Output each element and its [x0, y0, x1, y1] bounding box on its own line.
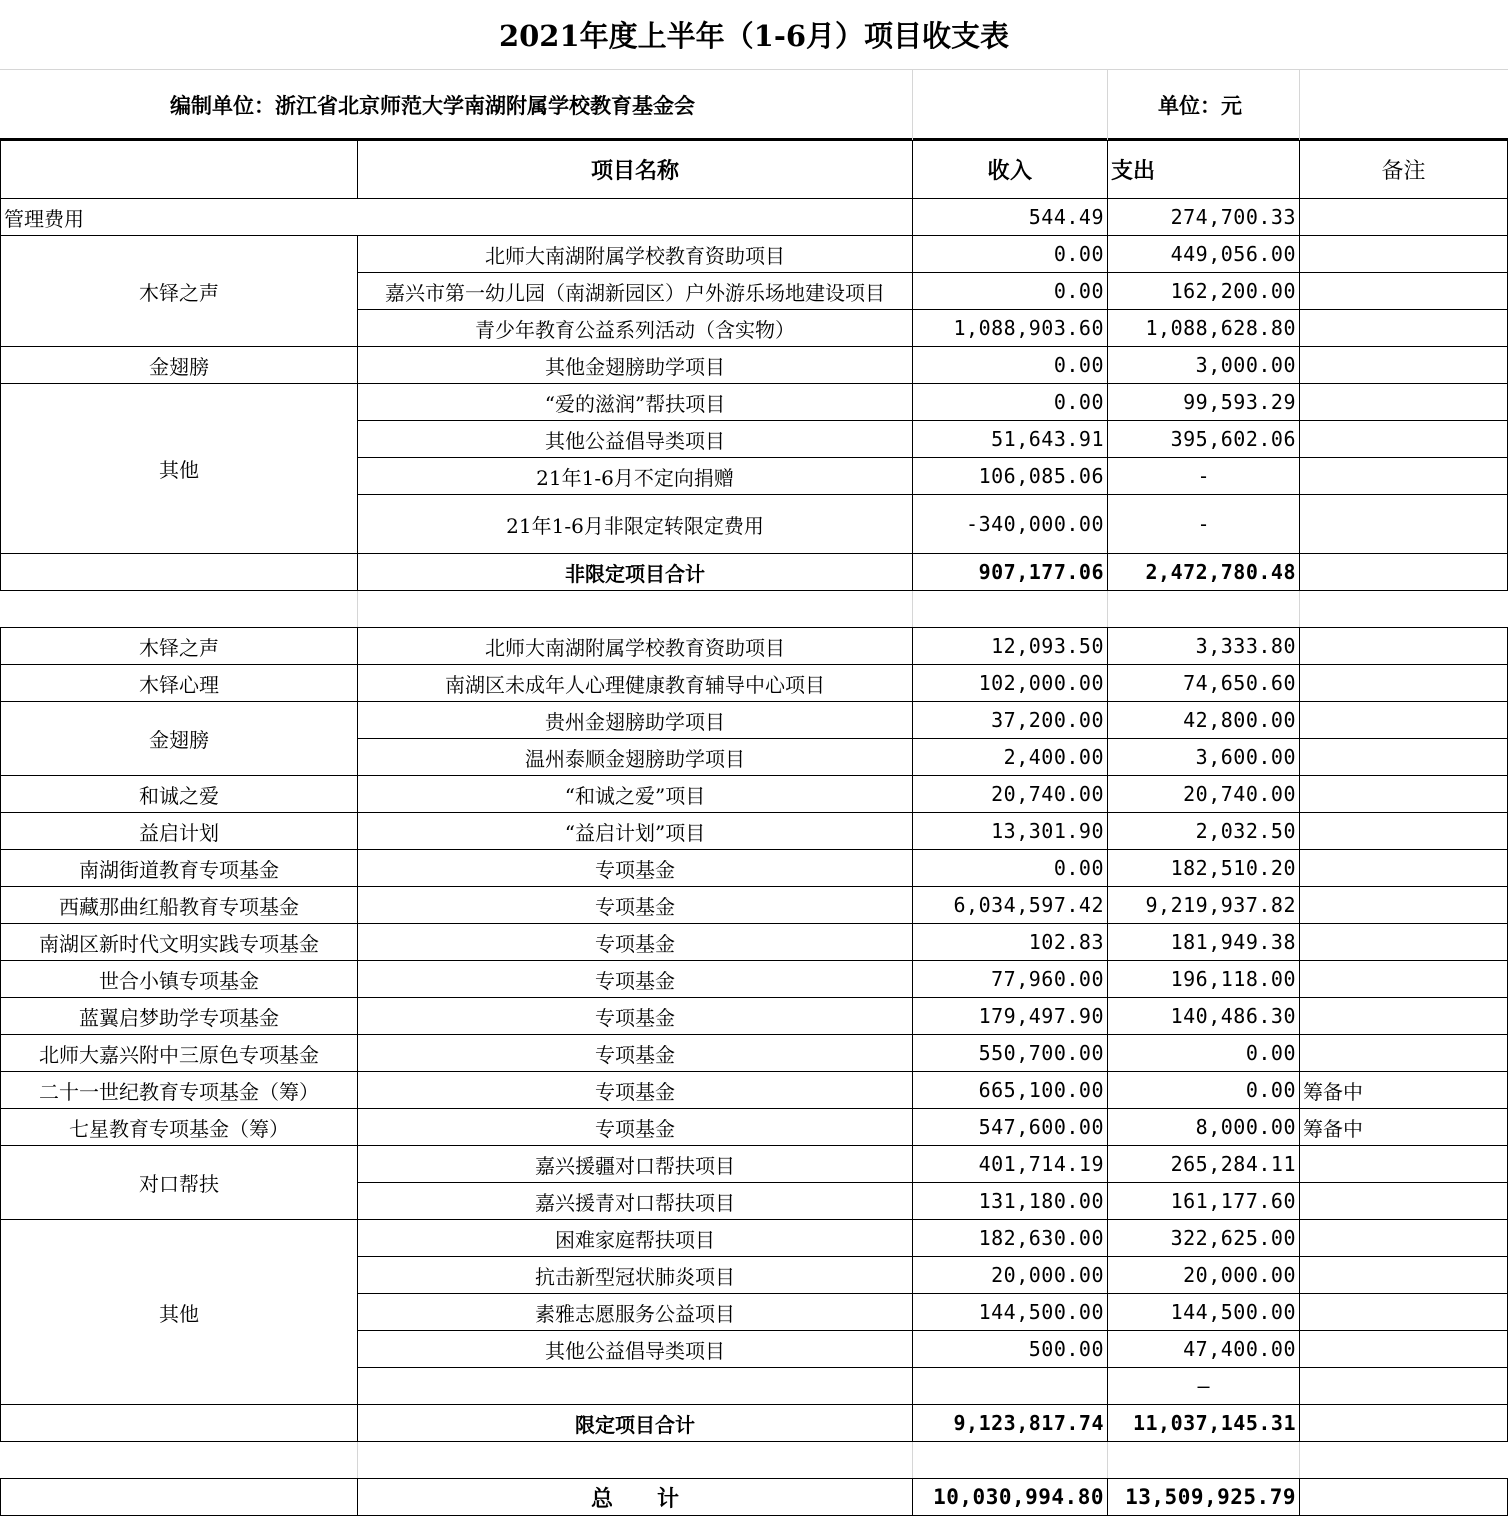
category-cell: 蓝翼启梦助学专项基金: [1, 998, 358, 1035]
subtotal-row: [1, 1405, 1508, 1442]
header-name: 项目名称: [358, 141, 913, 199]
item-name: 困难家庭帮扶项目: [358, 1220, 913, 1257]
item-income: 6,034,597.42: [913, 887, 1108, 924]
table-row: [1, 924, 1508, 961]
total-category: [1, 1479, 358, 1516]
item-expense: 395,602.06: [1108, 421, 1300, 458]
item-income: 13,301.90: [913, 813, 1108, 850]
item-name: 贵州金翅膀助学项目: [358, 702, 913, 739]
item-name: 专项基金: [358, 961, 913, 998]
item-expense: 2,032.50: [1108, 813, 1300, 850]
category-cell: 木铎心理: [1, 665, 358, 702]
item-name: 抗击新型冠状肺炎项目: [358, 1257, 913, 1294]
item-income: 77,960.00: [913, 961, 1108, 998]
remark-cell: [1300, 628, 1508, 665]
table-row: [1, 998, 1508, 1035]
category-cell: 世合小镇专项基金: [1, 961, 358, 998]
table-row: [1, 347, 1508, 384]
management-expense: 274,700.33: [1108, 199, 1300, 236]
item-income: 102.83: [913, 924, 1108, 961]
subtotal-category: [1, 1405, 358, 1442]
remark-cell: [1300, 554, 1508, 591]
item-income: 20,740.00: [913, 776, 1108, 813]
item-income: 665,100.00: [913, 1072, 1108, 1109]
org-label: 编制单位：浙江省北京师范大学南湖附属学校教育基金会: [170, 93, 695, 118]
remark-cell: [1300, 739, 1508, 776]
remark-cell: [1300, 1035, 1508, 1072]
item-income: 1,088,903.60: [913, 310, 1108, 347]
item-expense: 42,800.00: [1108, 702, 1300, 739]
item-expense: 265,284.11: [1108, 1146, 1300, 1183]
item-name: 专项基金: [358, 887, 913, 924]
item-expense: 449,056.00: [1108, 236, 1300, 273]
item-income: 0.00: [913, 273, 1108, 310]
total-expense: 13,509,925.79: [1108, 1479, 1300, 1516]
remark-cell: [1300, 1294, 1508, 1331]
remark-cell: [1300, 850, 1508, 887]
item-income: 0.00: [913, 236, 1108, 273]
item-income: 102,000.00: [913, 665, 1108, 702]
table-row: [1, 236, 1508, 273]
header-remark: 备注: [1300, 141, 1508, 199]
remark-cell: [1300, 1405, 1508, 1442]
header-income: 收入: [913, 141, 1108, 199]
item-income: 0.00: [913, 850, 1108, 887]
category-cell: 木铎之声: [1, 236, 358, 347]
item-income: 182,630.00: [913, 1220, 1108, 1257]
item-name: 专项基金: [358, 850, 913, 887]
table-row: [1, 961, 1508, 998]
item-income: 0.00: [913, 384, 1108, 421]
item-income: -340,000.00: [913, 495, 1108, 554]
category-cell: 二十一世纪教育专项基金（筹）: [1, 1072, 358, 1109]
grand-total-row: [1, 1479, 1508, 1516]
remark-cell: [1300, 1183, 1508, 1220]
report-title: 2021年度上半年（1-6月）项目收支表: [0, 0, 1508, 70]
remark-cell: [1300, 199, 1508, 236]
item-name: “爱的滋润”帮扶项目: [358, 384, 913, 421]
item-expense: 182,510.20: [1108, 850, 1300, 887]
item-expense: 162,200.00: [1108, 273, 1300, 310]
item-expense: 1,088,628.80: [1108, 310, 1300, 347]
remark-cell: [1300, 421, 1508, 458]
item-name: 其他金翅膀助学项目: [358, 347, 913, 384]
spacer-row: [1, 1442, 1508, 1479]
item-expense: 20,740.00: [1108, 776, 1300, 813]
item-income: 550,700.00: [913, 1035, 1108, 1072]
item-income: 20,000.00: [913, 1257, 1108, 1294]
item-income: 2,400.00: [913, 739, 1108, 776]
item-name: 嘉兴市第一幼儿园（南湖新园区）户外游乐场地建设项目: [358, 273, 913, 310]
info-bar: [0, 70, 1508, 140]
category-cell: 南湖街道教育专项基金: [1, 850, 358, 887]
item-expense: -: [1108, 458, 1300, 495]
header-row: [1, 141, 1508, 199]
item-name: [358, 1368, 913, 1405]
item-income: 37,200.00: [913, 702, 1108, 739]
item-name: 其他公益倡导类项目: [358, 1331, 913, 1368]
table-row: [1, 1072, 1508, 1109]
item-expense: 196,118.00: [1108, 961, 1300, 998]
subtotal-expense: 11,037,145.31: [1108, 1405, 1300, 1442]
item-expense: 9,219,937.82: [1108, 887, 1300, 924]
item-name: 专项基金: [358, 1072, 913, 1109]
category-cell: 和诚之爱: [1, 776, 358, 813]
remark-cell: [1300, 776, 1508, 813]
category-cell: 西藏那曲红船教育专项基金: [1, 887, 358, 924]
item-expense: —: [1108, 1368, 1300, 1405]
remark-cell: [1300, 347, 1508, 384]
item-name: 专项基金: [358, 1109, 913, 1146]
remark-cell: [1300, 887, 1508, 924]
remark-cell: [1300, 495, 1508, 554]
item-income: 106,085.06: [913, 458, 1108, 495]
item-expense: 20,000.00: [1108, 1257, 1300, 1294]
table-row: [1, 1109, 1508, 1146]
table-row: [1, 199, 1508, 236]
subtotal-row: [1, 554, 1508, 591]
remark-cell: [1300, 236, 1508, 273]
category-cell: 益启计划: [1, 813, 358, 850]
remark-cell: [1300, 702, 1508, 739]
management-name: 管理费用: [1, 199, 913, 236]
item-name: “和诚之爱”项目: [358, 776, 913, 813]
item-name: 其他公益倡导类项目: [358, 421, 913, 458]
item-name: 嘉兴援疆对口帮扶项目: [358, 1146, 913, 1183]
item-expense: 140,486.30: [1108, 998, 1300, 1035]
item-expense: 74,650.60: [1108, 665, 1300, 702]
remark-cell: [1300, 998, 1508, 1035]
subtotal-name: 限定项目合计: [358, 1405, 913, 1442]
header-category: [1, 141, 358, 199]
item-income: 547,600.00: [913, 1109, 1108, 1146]
remark-cell: [1300, 384, 1508, 421]
item-income: 0.00: [913, 347, 1108, 384]
item-expense: 99,593.29: [1108, 384, 1300, 421]
item-expense: 3,600.00: [1108, 739, 1300, 776]
category-cell: 南湖区新时代文明实践专项基金: [1, 924, 358, 961]
table-row: [1, 776, 1508, 813]
remark-cell: [1300, 1146, 1508, 1183]
item-income: 401,714.19: [913, 1146, 1108, 1183]
subtotal-category: [1, 554, 358, 591]
table-row: [1, 665, 1508, 702]
remark-cell: [1300, 813, 1508, 850]
remark-cell: [1300, 961, 1508, 998]
item-name: 北师大南湖附属学校教育资助项目: [358, 628, 913, 665]
grid-line: [912, 70, 913, 140]
item-name: “益启计划”项目: [358, 813, 913, 850]
item-name: 南湖区未成年人心理健康教育辅导中心项目: [358, 665, 913, 702]
item-expense: 3,000.00: [1108, 347, 1300, 384]
table-row: [1, 702, 1508, 739]
remark-cell: [1300, 1257, 1508, 1294]
remark-cell: [1300, 1331, 1508, 1368]
item-expense: 322,625.00: [1108, 1220, 1300, 1257]
item-income: 12,093.50: [913, 628, 1108, 665]
header-expense: 支出: [1108, 141, 1300, 199]
item-income: 131,180.00: [913, 1183, 1108, 1220]
unit-label: 单位：元: [1158, 93, 1242, 118]
item-income: 144,500.00: [913, 1294, 1108, 1331]
remark-cell: [1300, 1368, 1508, 1405]
table-row: [1, 850, 1508, 887]
total-income: 10,030,994.80: [913, 1479, 1108, 1516]
item-name: 温州泰顺金翅膀助学项目: [358, 739, 913, 776]
spacer-row: [1, 591, 1508, 628]
item-name: 青少年教育公益系列活动（含实物）: [358, 310, 913, 347]
remark-cell: [1300, 665, 1508, 702]
remark-cell: [1300, 273, 1508, 310]
item-expense: 8,000.00: [1108, 1109, 1300, 1146]
table-row: [1, 813, 1508, 850]
category-cell: 金翅膀: [1, 702, 358, 776]
table-row: [1, 1220, 1508, 1257]
item-name: 21年1-6月不定向捐赠: [358, 458, 913, 495]
item-expense: 161,177.60: [1108, 1183, 1300, 1220]
table-row: [1, 887, 1508, 924]
item-expense: 144,500.00: [1108, 1294, 1300, 1331]
remark-cell: 筹备中: [1300, 1109, 1508, 1146]
remark-cell: [1300, 458, 1508, 495]
item-name: 北师大南湖附属学校教育资助项目: [358, 236, 913, 273]
ledger-table: [0, 140, 1508, 1516]
item-expense: 47,400.00: [1108, 1331, 1300, 1368]
total-name: 总 计: [358, 1479, 913, 1516]
category-cell: 其他: [1, 384, 358, 554]
category-cell: 木铎之声: [1, 628, 358, 665]
grid-line: [1299, 70, 1300, 140]
item-income: 179,497.90: [913, 998, 1108, 1035]
item-expense: 0.00: [1108, 1072, 1300, 1109]
item-name: 专项基金: [358, 1035, 913, 1072]
item-income: 500.00: [913, 1331, 1108, 1368]
table-row: [1, 384, 1508, 421]
remark-cell: [1300, 924, 1508, 961]
item-name: 专项基金: [358, 924, 913, 961]
subtotal-income: 907,177.06: [913, 554, 1108, 591]
category-cell: 其他: [1, 1220, 358, 1405]
remark-cell: [1300, 310, 1508, 347]
subtotal-name: 非限定项目合计: [358, 554, 913, 591]
item-expense: 181,949.38: [1108, 924, 1300, 961]
item-income: [913, 1368, 1108, 1405]
subtotal-expense: 2,472,780.48: [1108, 554, 1300, 591]
item-expense: 0.00: [1108, 1035, 1300, 1072]
item-income: 51,643.91: [913, 421, 1108, 458]
item-name: 专项基金: [358, 998, 913, 1035]
item-expense: -: [1108, 495, 1300, 554]
category-cell: 对口帮扶: [1, 1146, 358, 1220]
remark-cell: 筹备中: [1300, 1072, 1508, 1109]
category-cell: 七星教育专项基金（筹）: [1, 1109, 358, 1146]
table-row: [1, 1146, 1508, 1183]
item-name: 21年1-6月非限定转限定费用: [358, 495, 913, 554]
item-name: 嘉兴援青对口帮扶项目: [358, 1183, 913, 1220]
grid-line: [1107, 70, 1108, 140]
remark-cell: [1300, 1220, 1508, 1257]
item-name: 素雅志愿服务公益项目: [358, 1294, 913, 1331]
table-row: [1, 628, 1508, 665]
remark-cell: [1300, 1479, 1508, 1516]
category-cell: 北师大嘉兴附中三原色专项基金: [1, 1035, 358, 1072]
item-expense: 3,333.80: [1108, 628, 1300, 665]
management-income: 544.49: [913, 199, 1108, 236]
subtotal-income: 9,123,817.74: [913, 1405, 1108, 1442]
category-cell: 金翅膀: [1, 347, 358, 384]
table-row: [1, 1035, 1508, 1072]
